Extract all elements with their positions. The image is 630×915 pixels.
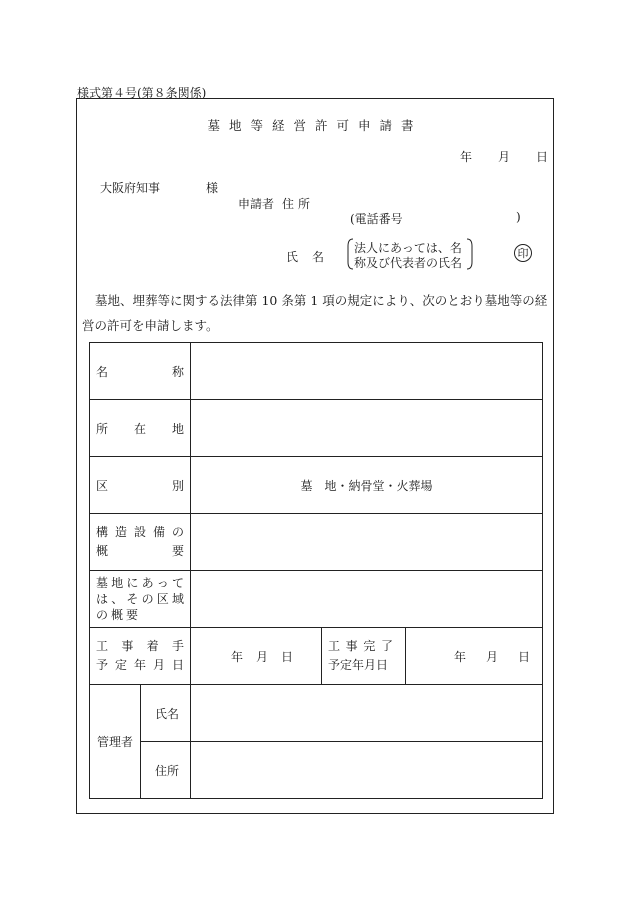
label-name: 名 称: [90, 343, 191, 400]
label-location: 所 在 地: [90, 400, 191, 457]
value-area[interactable]: [191, 571, 543, 628]
date-day: 日: [536, 150, 549, 164]
addressee-honorific: 様: [206, 181, 219, 195]
row-structure: [90, 514, 543, 571]
phone-close: ): [516, 210, 521, 224]
label-manager-name: 氏名: [141, 685, 191, 742]
label-manager: 管理者: [90, 685, 141, 799]
application-statement: [82, 288, 548, 338]
label-end-date: 工 事 完 了 予定年月日: [322, 628, 406, 685]
row-manager-name: [90, 685, 543, 742]
label-structure: 構 造 設 備 の 概 要: [90, 514, 191, 571]
value-manager-address[interactable]: [191, 742, 543, 799]
value-manager-name[interactable]: [191, 685, 543, 742]
applicant-label: 申請者: [238, 197, 275, 211]
row-schedule: [90, 628, 543, 685]
row-category: [90, 457, 543, 514]
row-location: [90, 400, 543, 457]
label-manager-address: 住所: [141, 742, 191, 799]
application-date: [460, 148, 548, 165]
form-title: 墓地等経営許可申請書: [207, 118, 423, 133]
value-structure[interactable]: [191, 514, 543, 571]
corporate-note: [346, 238, 474, 270]
value-name[interactable]: [191, 343, 543, 400]
label-start-date: 工 事 着 手 予 定 年 月 日: [90, 628, 191, 685]
address-label: 住所: [282, 197, 315, 211]
statement-text: 墓地、埋葬等に関する法律第 10 条第 1 項の規定により、次のとおり墓地等の経営の許可を申請します。: [82, 293, 548, 333]
name-label: 氏名: [286, 250, 339, 264]
value-start-date[interactable]: 年 月 日: [191, 628, 322, 685]
label-category: 区 別: [90, 457, 191, 514]
form-number: 様式第４号(第８条関係): [77, 86, 207, 100]
label-area: 墓 地 に あ っ て は 、 そ の 区 域 の概要: [90, 571, 191, 628]
value-end-date[interactable]: 年 月 日: [406, 628, 543, 685]
addressee-name: 大阪府知事: [100, 181, 161, 195]
application-table: [89, 342, 543, 799]
date-year: 年: [460, 150, 473, 164]
row-area: [90, 571, 543, 628]
corporate-note-line2: 称及び代表者の氏名: [354, 256, 463, 270]
seal-mark: 印: [514, 244, 532, 262]
date-month: 月: [498, 150, 511, 164]
value-location[interactable]: [191, 400, 543, 457]
row-name: [90, 343, 543, 400]
corporate-note-line1: 法人にあっては、名: [354, 241, 462, 255]
phone-label: (電話番号: [350, 212, 403, 226]
value-category[interactable]: 墓 地・納骨堂・火葬場: [191, 457, 543, 514]
row-manager-address: [90, 742, 543, 799]
